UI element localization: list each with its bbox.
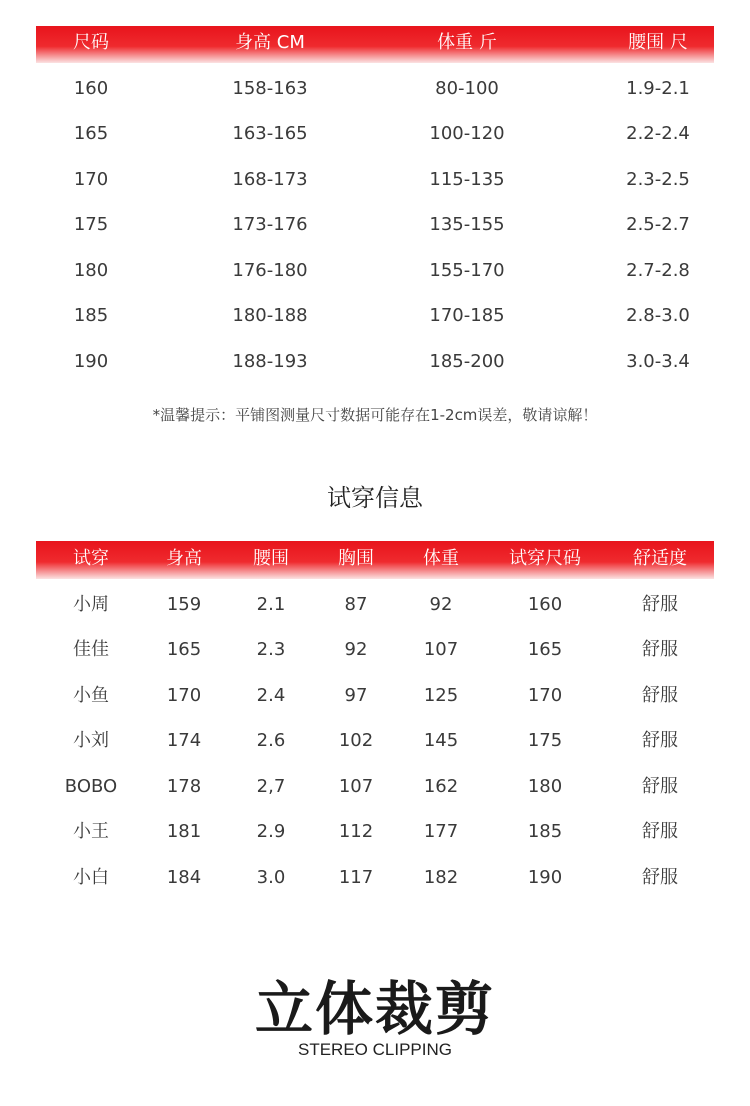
size-table-header: [36, 26, 714, 63]
comfort-cell: 舒服: [642, 685, 678, 706]
size-header-weight: 体重 斤: [437, 32, 497, 53]
comfort-cell: 舒服: [642, 594, 678, 615]
size-table-row: [0, 122, 750, 146]
waist-cell: 2.7-2.8: [626, 260, 690, 281]
waist-cell: 2.3-2.5: [626, 169, 690, 190]
tester-name-cell: 小白: [73, 867, 109, 888]
trial-table-row: [0, 820, 750, 844]
tester-name-cell: 小周: [73, 594, 109, 615]
chest-cell: 102: [338, 730, 374, 751]
height-cell: 163-165: [232, 123, 308, 144]
chest-cell: 97: [344, 685, 368, 706]
waist-cell: 2.1: [256, 594, 286, 615]
waist-cell: 2.9: [256, 821, 286, 842]
comfort-cell: 舒服: [642, 867, 678, 888]
tester-name-cell: BOBO: [64, 776, 118, 797]
size-table-row: [0, 168, 750, 192]
trial-header-comfort: 舒适度: [633, 548, 687, 569]
trial-table-header: [36, 541, 714, 579]
height-cell: 184: [166, 867, 202, 888]
weight-cell: 185-200: [429, 351, 505, 372]
weight-cell: 162: [423, 776, 459, 797]
trial-header-name: 试穿: [73, 548, 109, 569]
waist-cell: 2.2-2.4: [626, 123, 690, 144]
size-table-row: [0, 304, 750, 328]
height-cell: 165: [166, 639, 202, 660]
size-header-size: 尺码: [73, 32, 109, 53]
tester-name-cell: 小刘: [73, 730, 109, 751]
measurement-note: *温馨提示：平铺图测量尺寸数据可能存在1-2cm误差，敬请谅解！: [152, 406, 598, 424]
trial-section-title: 试穿信息: [327, 484, 423, 512]
weight-cell: 177: [423, 821, 459, 842]
waist-cell: 3.0-3.4: [626, 351, 690, 372]
weight-cell: 107: [423, 639, 459, 660]
size-cell: 170: [73, 169, 109, 190]
weight-cell: 182: [423, 867, 459, 888]
trial-header-size: 试穿尺码: [509, 548, 581, 569]
size-cell: 165: [73, 123, 109, 144]
height-cell: 178: [166, 776, 202, 797]
chest-cell: 87: [344, 594, 368, 615]
weight-cell: 155-170: [429, 260, 505, 281]
size-table-row: [0, 259, 750, 283]
size-cell: 160: [527, 594, 563, 615]
height-cell: 173-176: [232, 214, 308, 235]
trial-table-row: [0, 684, 750, 708]
size-header-height: 身高 CM: [235, 32, 305, 53]
height-cell: 174: [166, 730, 202, 751]
weight-cell: 115-135: [429, 169, 505, 190]
height-cell: 176-180: [232, 260, 308, 281]
waist-cell: 2.5-2.7: [626, 214, 690, 235]
feature-subtitle: STEREO CLIPPING: [298, 1040, 452, 1059]
waist-cell: 2.4: [256, 685, 286, 706]
height-cell: 168-173: [232, 169, 308, 190]
feature-title: 立体裁剪: [254, 975, 495, 1043]
height-cell: 159: [166, 594, 202, 615]
chest-cell: 107: [338, 776, 374, 797]
size-cell: 180: [73, 260, 109, 281]
size-cell: 165: [527, 639, 563, 660]
chest-cell: 112: [338, 821, 374, 842]
trial-header-chest: 胸围: [338, 548, 374, 569]
trial-header-waist: 腰围: [253, 548, 289, 569]
trial-table-row: [0, 593, 750, 617]
comfort-cell: 舒服: [642, 639, 678, 660]
waist-cell: 2,7: [256, 776, 286, 797]
size-header-waist: 腰围 尺: [628, 32, 688, 53]
size-cell: 170: [527, 685, 563, 706]
tester-name-cell: 小鱼: [73, 685, 109, 706]
weight-cell: 145: [423, 730, 459, 751]
size-cell: 175: [527, 730, 563, 751]
tester-name-cell: 小王: [73, 821, 109, 842]
comfort-cell: 舒服: [642, 730, 678, 751]
trial-table-row: [0, 866, 750, 890]
trial-table-row: [0, 775, 750, 799]
height-cell: 158-163: [232, 78, 308, 99]
trial-header-height: 身高: [166, 548, 202, 569]
tester-name-cell: 佳佳: [73, 639, 109, 660]
height-cell: 180-188: [232, 305, 308, 326]
height-cell: 188-193: [232, 351, 308, 372]
size-table-row: [0, 213, 750, 237]
height-cell: 181: [166, 821, 202, 842]
trial-table-row: [0, 638, 750, 662]
waist-cell: 3.0: [256, 867, 286, 888]
weight-cell: 92: [429, 594, 453, 615]
waist-cell: 2.8-3.0: [626, 305, 690, 326]
size-cell: 175: [73, 214, 109, 235]
trial-header-weight: 体重: [423, 548, 459, 569]
size-cell: 190: [527, 867, 563, 888]
size-table-row: [0, 350, 750, 374]
size-cell: 185: [527, 821, 563, 842]
size-table-row: [0, 77, 750, 101]
weight-cell: 125: [423, 685, 459, 706]
chest-cell: 117: [338, 867, 374, 888]
waist-cell: 2.6: [256, 730, 286, 751]
size-cell: 190: [73, 351, 109, 372]
weight-cell: 170-185: [429, 305, 505, 326]
weight-cell: 100-120: [429, 123, 505, 144]
weight-cell: 80-100: [435, 78, 499, 99]
comfort-cell: 舒服: [642, 776, 678, 797]
weight-cell: 135-155: [429, 214, 505, 235]
waist-cell: 2.3: [256, 639, 286, 660]
trial-table-row: [0, 729, 750, 753]
chest-cell: 92: [344, 639, 368, 660]
height-cell: 170: [166, 685, 202, 706]
size-cell: 160: [73, 78, 109, 99]
size-cell: 185: [73, 305, 109, 326]
waist-cell: 1.9-2.1: [626, 78, 690, 99]
size-cell: 180: [527, 776, 563, 797]
comfort-cell: 舒服: [642, 821, 678, 842]
